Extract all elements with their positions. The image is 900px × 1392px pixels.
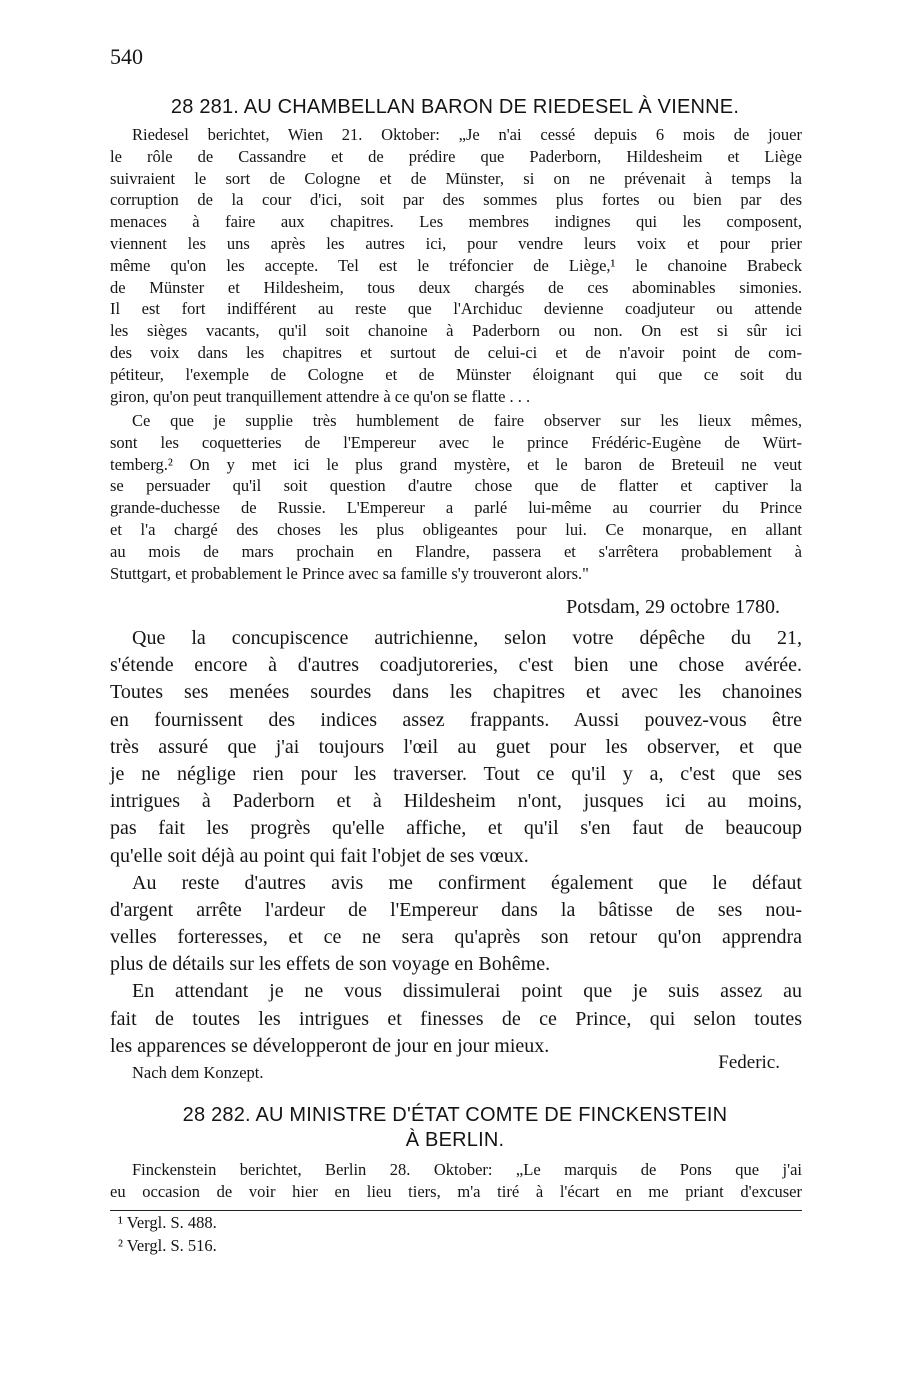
text-line: pas fait les progrès qu'elle affiche, et qu'il s'en faut de beaucoup [110, 817, 802, 840]
text-line: grande-duchesse de Russie. L'Empereur a parlé lui-même au courrier du Prince [110, 498, 802, 518]
text-line: des voix dans les chapitres et surtout de celui-ci et de n'avoir point de com- [110, 342, 802, 362]
text-line: corruption de la cour d'ici, soit par des sommes plus fortes ou bien par des [110, 190, 802, 210]
page-number: 540 [110, 44, 143, 69]
text-line: se persuader qu'il soit question d'autre chose que de flatter et captiver la [110, 476, 802, 496]
document-heading-28282-line2: À BERLIN. [405, 1129, 505, 1151]
text-line: eu occasion de voir hier en lieu tiers, m'a tiré à l'écart en me priant d'excuser [110, 1181, 802, 1201]
text-line: s'étende encore à d'autres coadjutoreries, c'est bien une chose avérée. [110, 654, 802, 677]
text-line: le rôle de Cassandre et de prédire que Paderborn, Hildesheim et Liège [110, 146, 802, 166]
text-line: temberg.² On y met ici le plus grand mystère, et le baron de Breteuil ne veut [110, 454, 802, 474]
text-line: giron, qu'on peut tranquillement attendre à ce qu'on se flatte . . . [110, 386, 531, 406]
text-line: très assuré que j'ai toujours l'œil au guet pour les observer, et que [110, 735, 802, 758]
text-line: intrigues à Paderborn et à Hildesheim n'ont, jusques ici au moins, [110, 790, 802, 813]
text-line: Au reste d'autres avis me confirment également que le défaut [132, 871, 802, 894]
text-line: de Münster et Hildesheim, tous deux chargés de ces abominables simonies. [110, 277, 802, 297]
text-line: sont les coquetteries de l'Empereur avec le prince Frédéric-Eugène de Würt- [110, 432, 802, 452]
text-line: Stuttgart, et probablement le Prince avec sa famille s'y trouveront alors." [110, 563, 589, 583]
text-line: fait de toutes les intrigues et finesses de ce Prince, qui selon toutes [110, 1007, 802, 1030]
text-line: Ce que je supplie très humblement de faire observer sur les lieux mêmes, [132, 411, 802, 430]
report-paragraph-2 [110, 410, 802, 584]
footnote-2: ² Vergl. S. 516. [118, 1236, 217, 1255]
source-note: Nach dem Konzept. [132, 1063, 264, 1082]
text-line: Riedesel berichtet, Wien 21. Oktober: „Je n'ai cessé depuis 6 mois de jouer [132, 125, 802, 144]
text-line: les apparences se développeront de jour en jour mieux. [110, 1034, 550, 1057]
text-line: qu'elle soit déjà au point qui fait l'objet de ses vœux. [110, 844, 529, 867]
footnote-1: ¹ Vergl. S. 488. [118, 1213, 217, 1232]
text-line: Toutes ses menées sourdes dans les chapitres et avec les chanoines [110, 681, 802, 704]
text-line: velles forteresses, et ce ne sera qu'après son retour qu'on apprendra [110, 926, 802, 949]
text-line: en fournissent des indices assez frappants. Aussi pouvez-vous être [110, 708, 802, 731]
text-line: menaces à faire aux chapitres. Les membres indignes qui les composent, [110, 212, 802, 232]
signature: Federic. [718, 1052, 780, 1073]
text-line: pétiteur, l'exemple de Cologne et de Münster éloignant qui que ce soit du [110, 364, 802, 384]
text-line: Que la concupiscence autrichienne, selon votre dépêche du 21, [132, 627, 802, 649]
footnote-rule [110, 1210, 802, 1211]
text-line: Il est fort indifférent au reste que l'Archiduc devienne coadjuteur ou attende [110, 299, 802, 319]
document-heading-28282: 28 282. AU MINISTRE D'ÉTAT COMTE DE FINCKENSTEIN [182, 1104, 728, 1126]
text-line: plus de détails sur les effets de son voyage en Bohême. [110, 953, 551, 976]
text-line: même qu'on les accepte. Tel est le tréfoncier de Liège,¹ le chanoine Brabeck [110, 255, 802, 275]
text-line: viennent les uns après les autres ici, pour vendre leurs voix et pour prier [110, 233, 802, 253]
text-line: au mois de mars prochain en Flandre, passera et s'arrêtera probablement à [110, 541, 802, 561]
letter-dateline: Potsdam, 29 octobre 1780. [566, 596, 780, 618]
text-line: je ne néglige rien pour les traverser. Tout ce qu'il y a, c'est que ses [110, 762, 802, 785]
text-line: et l'a chargé des choses les plus obligeantes pour lui. Ce monarque, en allant [110, 519, 802, 539]
report-paragraph-3 [110, 1159, 802, 1203]
document-heading-28281: 28 281. AU CHAMBELLAN BARON DE RIEDESEL À VIENNE. [170, 96, 740, 118]
text-line: Finckenstein berichtet, Berlin 28. Oktober: „Le marquis de Pons que j'ai [132, 1160, 802, 1179]
report-paragraph-1 [110, 124, 802, 407]
text-line: suivraient le sort de Cologne et de Münster, si on ne prévenait à temps la [110, 168, 802, 188]
text-line: d'argent arrête l'ardeur de l'Empereur dans la bâtisse de ses nou- [110, 898, 802, 921]
text-line: les sièges vacants, qu'il soit chanoine à Paderborn ou non. On est si sûr ici [110, 321, 802, 341]
text-line: En attendant je ne vous dissimulerai point que je suis assez au [132, 980, 802, 1003]
letter-body [110, 625, 802, 1060]
